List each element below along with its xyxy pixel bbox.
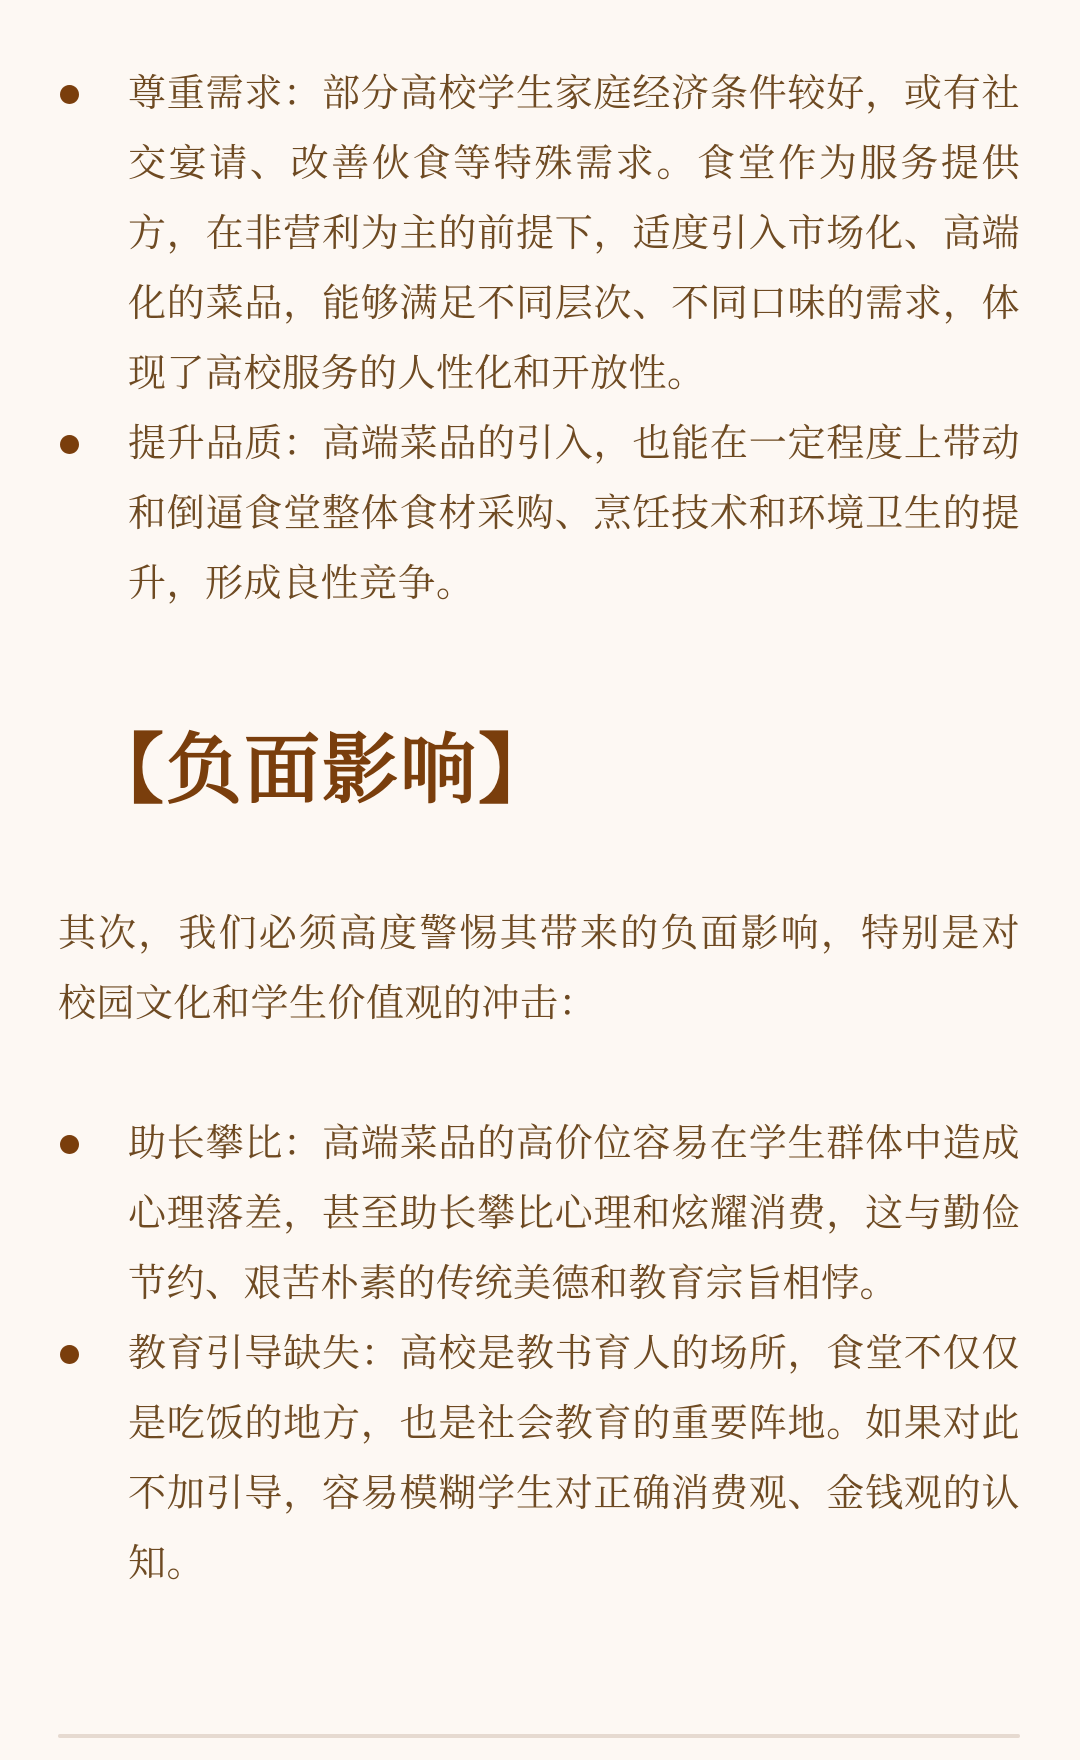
bullet-icon [60, 1135, 79, 1154]
bullet-icon [60, 85, 79, 104]
list-item [58, 58, 1020, 408]
point-text: 教育引导缺失：高校是教书育人的场所，食堂不仅仅是吃饭的地方，也是社会教育的重要阵地。如果对此不加引导，容易模糊学生对正确消费观、金钱观的认知。 [128, 1331, 1020, 1585]
list-item [58, 1318, 1020, 1598]
point-text: 尊重需求：部分高校学生家庭经济条件较好，或有社交宴请、改善伙食等特殊需求。食堂作为服务提供方，在非营利为主的前提下，适度引入市场化、高端化的菜品，能够满足不同层次、不同口味的需求，体现了高校服务的人性化和开放性。 [128, 71, 1020, 395]
list-item [58, 1108, 1020, 1318]
section-heading-negative-impact: 【负面影响】 [88, 725, 556, 814]
point-text: 助长攀比：高端菜品的高价位容易在学生群体中造成心理落差，甚至助长攀比心理和炫耀消费，这与勤俭节约、艰苦朴素的传统美德和教育宗旨相悖。 [128, 1121, 1020, 1305]
bullet-icon [60, 435, 79, 454]
list-item [58, 408, 1020, 618]
negative-points-list [58, 1108, 1020, 1598]
intro-paragraph: 其次，我们必须高度警惕其带来的负面影响，特别是对校园文化和学生价值观的冲击： [58, 911, 1020, 1025]
bullet-icon [60, 1345, 79, 1364]
positive-points-list [58, 58, 1020, 618]
bottom-divider [58, 1734, 1020, 1738]
point-text: 提升品质：高端菜品的引入，也能在一定程度上带动和倒逼食堂整体食材采购、烹饪技术和环境卫生的提升，形成良性竞争。 [128, 421, 1020, 605]
